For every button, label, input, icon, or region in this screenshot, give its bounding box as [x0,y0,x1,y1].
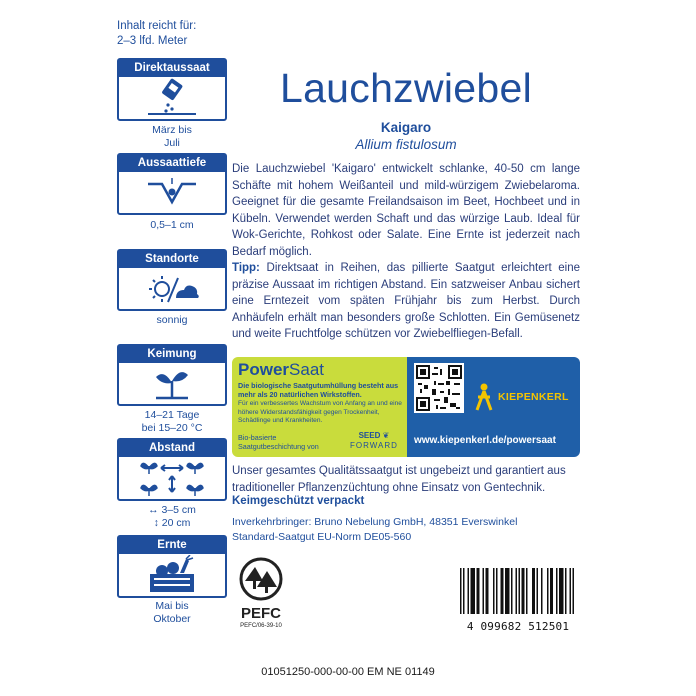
card-title: Standorte [119,251,225,268]
barcode-digits: 4 099682 512501 [466,620,570,633]
powersaat-small-text: Für ein verbessertes Wachstum von Anfang an und eine höhere Widerstandsfähigkeit gegen Trockenheit, Schädlinge und Krankheiten. [238,400,402,424]
barcode-bar [565,568,567,614]
germ-protected-note: Keimgeschützt verpackt [232,495,365,507]
keimung-caption: 14–21 Tage bei 15–20 °C [141,409,203,434]
card-title: Direktaussaat [119,60,225,77]
biobased-label: Bio-basierte Saatgutbeschichtung von [238,433,319,451]
content-info [117,19,196,49]
card-aussaattiefe [117,153,227,215]
barcode-bar [496,568,498,614]
barcode-bar [501,568,504,614]
tip-label: Tipp: [232,262,260,274]
product-variety: Kaigaro [380,120,432,135]
kiepenkerl-logo: KIEPENKERL [472,383,569,411]
barcode-bar [493,568,495,614]
sowing-depth-icon [119,172,225,213]
standorte-caption: sonnig [156,314,188,326]
direktaussaat-caption: März bis Juli [152,124,192,149]
quality-statement: Unser gesamtes Qualitätssaatgut ist ungebeizt und garantiert aus traditioneller Pflanzenzüchtung ohne Einsatz von Gentechnik. [232,465,566,494]
card-standorte [117,249,227,311]
standard-line: Standard-Saatgut EU-Norm DE05-560 [232,531,412,543]
product-description: Die Lauchzwiebel 'Kaigaro' entwickelt schlanke, 40-50 cm lange Schäfte mit hohem Weißanteil und mild-würzigem Zwiebelaroma. Geeignet für die gesamte Freilandsaison im Beet, Hochbeet und in Kübeln. Verwendet werden Schaft und das würzige Laub. Ideal für Wok-Gerichte, Rohkost oder Salate. Eine Ernte ist jederzeit nach Bedarf möglich. [232,163,580,258]
barcode-bar [483,568,485,614]
qr-code[interactable] [414,363,464,413]
spacing-icon [119,457,225,499]
barcode-bar [486,568,489,614]
powersaat-url[interactable]: www.kiepenkerl.de/powersaat [414,435,556,446]
product-title: Lauchzwiebel [279,65,533,111]
powersaat-bold-text: Die biologische Saatgutumhüllung besteht aus mehr als 20 natürlichen Wirkstoffen. [238,381,399,399]
pefc-tree-icon [237,557,285,601]
leaf-icon: ❦ [382,431,390,440]
barcode-bars [456,568,580,616]
card-direktaussaat [117,58,227,121]
ernte-caption: Mai bis Oktober [153,600,191,625]
barcode [456,568,580,633]
card-title: Abstand [119,440,225,457]
barcode-bar [537,568,539,614]
barcode-bar [556,568,558,614]
barcode-bar [526,568,528,614]
abstand-caption: ↔ 3–5 cm ↕ 20 cm [148,504,196,529]
product-code: 01051250-000-00-00 EM NE 01149 [261,666,435,678]
barcode-bar [460,568,462,614]
card-abstand [117,438,227,501]
card-ernte [117,535,227,598]
barcode-bar [547,568,549,614]
powersaat-box [232,357,580,457]
barcode-bar [505,568,510,614]
content-info-value: 2–3 lfd. Meter [117,35,188,47]
barcode-bar [532,568,535,614]
distributor-line: Inverkehrbringer: Bruno Nebelung GmbH, 48351 Everswinkel [232,516,518,528]
card-title: Aussaattiefe [119,155,225,172]
tip-text: Direktsaat in Reihen, das pillierte Saatgut erleichtert eine präzise Aussaat im richtigen Abstand. Ein satzweiser Anbau sichert eine Erntezeit vom späten Frühjahr bis zum Herbst. Durch Anhäufeln erhält man besonders große Schlotten. Ein Gemüsenetz und weite Fruchtfolge schützen vor Zwiebelfliegen-Befall. [232,262,580,340]
pefc-label: PEFC [240,605,281,622]
product-tip [232,260,580,343]
barcode-bar [550,568,553,614]
harvest-crate-icon [119,554,225,596]
powersaat-title: PowerSaat [238,360,325,379]
seed-sowing-icon [119,77,225,119]
barcode-bar [570,568,572,614]
seed-forward-logo: SEED ❦ FORWARD [350,431,398,450]
pefc-code: PEFC/06-39-10 [240,623,282,629]
barcode-bar [511,568,513,614]
card-title: Keimung [119,346,225,363]
barcode-bar [516,568,518,614]
pefc-logo [232,557,290,630]
barcode-bar [468,568,470,614]
barcode-bar [471,568,476,614]
barcode-bar [477,568,480,614]
sun-cloud-icon [119,268,225,309]
barcode-bar [519,568,521,614]
content-info-label: Inhalt reicht für: [117,20,197,32]
barcode-bar [463,568,465,614]
barcode-bar [522,568,525,614]
aussaattiefe-caption: 0,5–1 cm [150,219,194,231]
barcode-bar [559,568,564,614]
card-title: Ernte [119,537,225,554]
card-keimung [117,344,227,406]
seedling-icon [119,363,225,404]
product-latin-name: Allium fistulosum [355,137,457,152]
barcode-bar [573,568,575,614]
kiepenkerl-figure-icon [472,383,496,411]
barcode-bar [541,568,543,614]
